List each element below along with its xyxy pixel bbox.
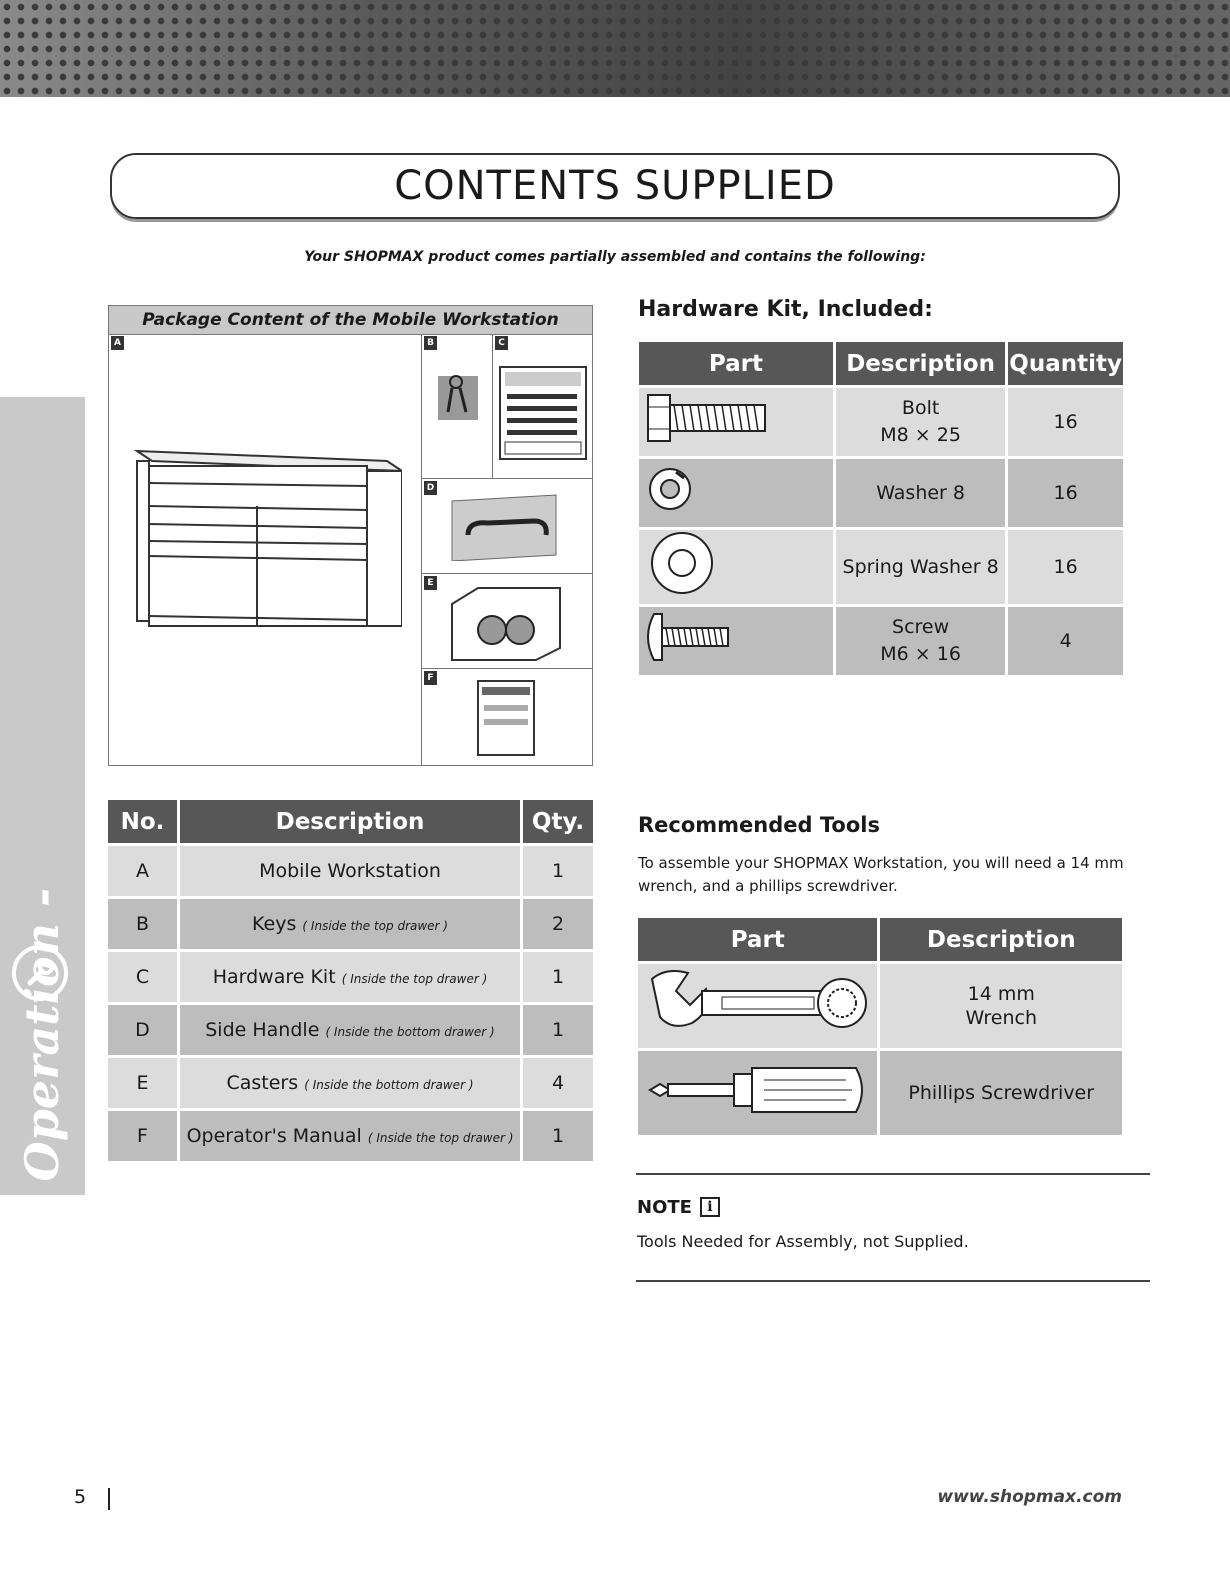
workstation-illustration (127, 436, 402, 636)
side-handle-illustration (448, 491, 560, 561)
label-f: F (424, 671, 437, 685)
label-a: A (111, 336, 124, 350)
table-row: Phillips Screwdriver (638, 1050, 1122, 1136)
header-quantity: Quantity (1007, 342, 1123, 387)
note-bottom-rule (636, 1280, 1150, 1282)
page-title-box (110, 153, 1120, 219)
recommended-tools-text: To assemble your SHOPMAX Workstation, you will need a 14 mm wrench, and a phillips screwdriver. (638, 854, 1124, 895)
label-d: D (424, 481, 437, 495)
footer-url: www.shopmax.com (937, 1487, 1122, 1507)
section-side-tab (0, 397, 85, 1517)
table-row: F Operator's Manual ( Inside the top drawer ) 1 (108, 1110, 593, 1162)
note-top-rule (636, 1173, 1150, 1175)
keys-illustration (434, 368, 482, 424)
header-part: Part (639, 342, 834, 387)
info-icon: i (700, 1197, 720, 1217)
section-label: Installation & Operation - (15, 887, 69, 1517)
table-row: E Casters ( Inside the bottom drawer ) 4 (108, 1057, 593, 1110)
table-row: B Keys ( Inside the top drawer ) 2 (108, 898, 593, 951)
casters-illustration (448, 584, 564, 662)
header-description: Description (879, 918, 1122, 963)
tools-table (638, 918, 1122, 1135)
flat-washer-icon (640, 531, 724, 595)
note-heading: NOTE i (637, 1197, 720, 1218)
hardware-kit-title: Hardware Kit, Included: (638, 297, 933, 322)
bolt-icon (640, 389, 770, 447)
hardware-kit-illustration (499, 366, 587, 460)
page-number: 5 (74, 1486, 87, 1508)
label-b: B (424, 336, 437, 350)
table-row: A Mobile Workstation 1 (108, 845, 593, 898)
screw-icon (640, 608, 740, 666)
table-row: Washer 8 16 (639, 458, 1123, 529)
page-title: CONTENTS SUPPLIED (394, 163, 836, 209)
hardware-table (639, 342, 1123, 675)
table-row: C Hardware Kit ( Inside the top drawer ) 1 (108, 951, 593, 1004)
label-c: C (495, 336, 508, 350)
table-row: Spring Washer 8 16 (639, 529, 1123, 606)
table-row: 14 mm Wrench (638, 963, 1122, 1050)
label-e: E (424, 576, 437, 590)
table-row: D Side Handle ( Inside the bottom drawer ) 1 (108, 1004, 593, 1057)
manual-illustration (476, 679, 538, 757)
intro-text: Your SHOPMAX product comes partially assembled and contains the following: (304, 249, 926, 265)
wrench-icon (646, 965, 870, 1041)
page-number-divider (108, 1488, 110, 1510)
header-description: Description (179, 800, 522, 845)
table-row: Bolt M8 × 25 16 (639, 387, 1123, 458)
contents-table (108, 800, 593, 1161)
package-content-panel (108, 305, 593, 766)
split-washer-icon (640, 460, 700, 518)
header-qty: Qty. (522, 800, 594, 845)
package-heading: Package Content of the Mobile Workstation (109, 306, 592, 335)
header-description: Description (834, 342, 1006, 387)
header-banner (0, 0, 1230, 97)
table-row: Screw M6 × 16 4 (639, 606, 1123, 676)
header-part: Part (638, 918, 879, 963)
note-text: Tools Needed for Assembly, not Supplied. (637, 1232, 969, 1251)
screwdriver-icon (646, 1060, 870, 1120)
recommended-tools-title: Recommended Tools (638, 813, 880, 837)
header-no: No. (108, 800, 179, 845)
